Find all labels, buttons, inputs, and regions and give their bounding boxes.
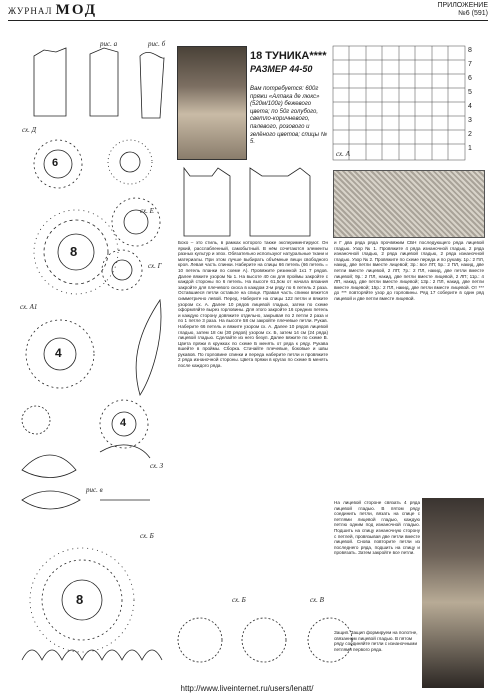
- chart-row-number: 1: [468, 145, 472, 152]
- label-sh-a1: сх. А1: [20, 303, 38, 311]
- chart-row-number: 7: [468, 61, 472, 68]
- chart-row-number: 2: [468, 131, 472, 138]
- chart-row-number: 4: [468, 103, 472, 110]
- tunic-photo: [177, 46, 247, 160]
- pattern-piece-front: [90, 48, 118, 116]
- knitting-chart-grid: [333, 46, 465, 160]
- label-sh-z: сх. З: [150, 462, 164, 470]
- label-sh-b: сх. Б: [140, 532, 154, 540]
- supplement-label: ПРИЛОЖЕНИЕ: [437, 2, 488, 9]
- motif-flower-d: [108, 140, 152, 184]
- motif-flower-e: [112, 198, 160, 246]
- motif-number-6: 6: [52, 157, 59, 169]
- chart-row-number: 3: [468, 117, 472, 124]
- article-size: РАЗМЕР 44-50: [250, 64, 313, 74]
- instructions-column-3: На лицевой стороне связать 4 ряда лицевой гладью. В пятом ряду соединить петли, вязать на спице с петлями лицевой гладью, каждую петлю одним под изнаночной гладью. Подшить на спицу изнаночную сторону с петлей, провязывая две петли вместе лицевой. Снова повторите петли из последнего ряда, подшить на спицу и провязать. Затем закройте все петли.: [334, 500, 420, 556]
- lace-edging: [22, 650, 162, 660]
- motif-small-z: [22, 406, 150, 478]
- motif-flower-row: [178, 618, 352, 662]
- chart-row-number: 5: [468, 89, 472, 96]
- label-fig-v: рис. в: [86, 486, 103, 494]
- label-fig-b: рис. б: [148, 40, 166, 48]
- motif-number-4-b: 4: [120, 417, 127, 429]
- pattern-piece-sleeve: [140, 52, 164, 118]
- instructions-column-4: Защип. Защип формируем на полотне, связанном лицевой гладью. В пятом ряду соединяйте петли с изнаночными петлями первого ряда.: [334, 630, 418, 652]
- instructions-column-1: Бохо – это стиль, в рамках которого также экспериментируют. Он яркий, расслабленный, самобытный. В нём сочетаются элементы разных культур и эпох. Обязательно используют натуральные ткани и материалы. При этом лучше выбирать объёмные вещи свободного кроя. Левая часть спинки. Наберите на спицы 66 петель (66 петель = 10 петель планки по схеме А). Провяжите резинкой 1х1 7 рядов. Далее вяжите узором № 1. На высоте 40 см для проймы закройте с каждой стороны по 6 петель. На высоте 61,5см от начала вязания закройте для плечевого скоса в каждом 2-м ряду по 6 петель 2 раза. Оставшиеся петли оставьте на спице. Правая часть спинки вяжется симметрично левой. Перед. Наберите на спицы 122 петли и вяжите узором сх. А. Далее 10 рядов лицевой гладью, затем по схеме оформляйте вырез горловины. Для этого закройте 16 средних петель и каждую сторону довяжите отдельно, закрывая по 2 петли 2 раза и по 1 петле 3 раза. На высоте 58 см закройте плечевые петли. Рукав. Наберите 66 петель и вяжите узором сх. А. Далее 10 рядов лицевой гладью, затем 18 см (30 рядов) узором сх. Б, затем 14 см (24 ряда) лицевой гладью. Сделайте из него безуп. Далее вяжите по схеме В. Цвета пряжи в кружках по схеме Б менять от ряда к ряду. Рукава вшейте в проймы. Сборка. Стачайте плечевые, боковые и швы рукавов. По горловине спинки и переда наберите петли и провяжите 2 ряда изнаночной стороны. Цвета пряжи в кругах по схеме Б менять после каждого ряда.: [178, 240, 328, 369]
- brand-logo: МОД: [55, 2, 98, 18]
- chart-row-numbers: [468, 47, 482, 159]
- footer-url: http://www.liveinternet.ru/users/lenatt/: [180, 684, 314, 693]
- brand-small: ЖУРНАЛ: [8, 6, 53, 16]
- motif-number-8-b: 8: [76, 592, 84, 607]
- motif-flower-g: [102, 250, 142, 290]
- label-fig-a: рис. а: [100, 40, 118, 48]
- issue-number: №6 (591): [458, 10, 488, 17]
- chart-row-number: 6: [468, 75, 472, 82]
- materials-text: Вам потребуется: 600г пряжи «Алпака де люкс» (520м/100г) бежевого цвета; по 50г голубого, светло-коричневого, палевого, розового и зелёного цветов; спицы № 5.: [250, 86, 328, 146]
- motif-number-4: 4: [55, 346, 62, 360]
- motif-number-8: 8: [70, 244, 78, 259]
- garment-schema: [184, 168, 310, 236]
- label-sh-g: сх. Г: [148, 262, 162, 270]
- label-chart-a: сх. А: [336, 150, 350, 158]
- label-sh-d: сх. Д: [22, 126, 37, 134]
- article-title: 18 ТУНИКА****: [250, 50, 327, 62]
- motif-leaf: [136, 300, 161, 395]
- label-sh-v: сх. В: [310, 596, 324, 604]
- label-sh-b-2: сх. Б: [232, 596, 246, 604]
- pattern-piece-back: [34, 48, 66, 116]
- instructions-column-2: и Г два ряда ряда прочвяжим СБН последующего ряда лицевой гладью. Узор № 1. Провяжите 4 ряда изнаночной гладью, 2 ряда изнаночной гладью, 2 ряда лицевой гладью, 2 ряда изнаночной гладью. Узор № 2. Провяжите по схеме переда и по рукаву. 1р.: 2 ПЛ, накид, две петли вместе лицевой; 3р.: все ЛП; 5р.: 2 ПЛ, накид, две петли вместе лицевой, 2 ЛП; 7р.: 2 ПЛ, накид, две петли вместе лицевой; 9р.: 2 ПЛ, накид, две петли вместе лицевой, 2 ЛП; 11р.: 4 ЛП, накид, две петли вместе лицевой; 13р.: 2 ПЛ, накид, две петли вместе лицевой; 15р.: 2 ПЛ, накид, две петли вместе лицевой. От *** до *** повторяйте узор до горловины. Ряд 17 соберите в один ряд лицевой и две петли вместе лицевой.: [334, 240, 484, 301]
- chart-row-number: 8: [468, 47, 472, 54]
- label-sh-e: сх. Е: [140, 207, 154, 215]
- model-photo: [422, 498, 484, 688]
- knit-swatch-photo: [333, 170, 485, 238]
